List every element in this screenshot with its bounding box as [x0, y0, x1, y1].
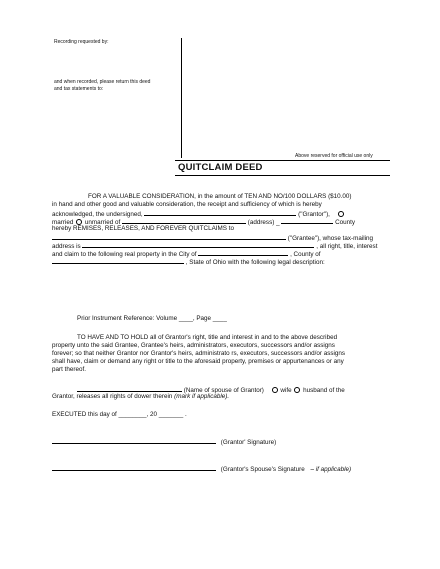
quitclaim-line: hereby REMISES, RELEASES, AND FOREVER QUITCLAIMS to: [52, 225, 234, 232]
spouse-signature-label: (Grantor's Spouse's Signature: [220, 466, 305, 473]
grantor-signature-field[interactable]: [52, 437, 216, 444]
spouse-if-applicable-text: – if applicable): [310, 466, 352, 473]
spouse-name-label: (Name of spouse of Grantor): [183, 387, 264, 394]
habendum-line-3: forever; so that neither Grantor nor Grantor's heirs, administrato rs, executors, successors and/or assigns: [52, 350, 346, 357]
husband-text: husband of the: [303, 387, 345, 394]
acknowledged-text: acknowledged, the undersigned,: [52, 211, 143, 218]
property-county-field[interactable]: [52, 257, 184, 264]
dower-text: Grantor, releases all rights of dower therein: [52, 393, 173, 400]
unmarried-text: unmarried of: [84, 219, 121, 226]
grantor-county-field[interactable]: [281, 217, 333, 224]
grantor-label: ("Grantor"),: [298, 211, 330, 218]
return-deed-label-line2: and tax statements to:: [54, 86, 104, 92]
header-divider-vertical: [181, 38, 182, 158]
address-label: (address) _: [247, 219, 280, 226]
property-city-text: and claim to the following real property in the City of: [52, 251, 197, 258]
recording-requested-label: Recording requested by:: [54, 39, 109, 45]
husband-circle-icon[interactable]: [294, 387, 300, 393]
grantor-signature-line: [52, 437, 276, 446]
header-divider-top: [175, 160, 390, 161]
grantor-signature-label: (Grantor' Signature): [220, 439, 277, 446]
rights-text: , all right, title, interest: [316, 243, 378, 250]
return-deed-label-line1: and when recorded, please return this deed: [54, 79, 151, 85]
grantee-label: ("Grantee"), whose tax-mailing: [287, 235, 374, 242]
grantee-mailing-address-field[interactable]: [82, 241, 314, 248]
habendum-line-2: property unto the said Grantee, Grantee's heirs, administrators, executors, successors and/or assigns: [52, 342, 335, 349]
habendum-line-1: TO HAVE AND TO HOLD all of Grantor's right, title and interest in and to the above described: [77, 334, 338, 341]
official-use-label: Above reserved for official use only: [295, 153, 373, 159]
wife-text: wife: [280, 387, 292, 394]
mark-if-applicable-text: (mark if applicable).: [174, 393, 230, 400]
spouse-name-field[interactable]: [77, 385, 182, 392]
habendum-line-4: shall have, claim or demand any right or title to the aforesaid property, premises or appurtenances or any: [52, 358, 344, 365]
document-title: QUITCLAIM DEED: [178, 162, 263, 173]
prior-instrument-reference: Prior Instrument Reference: Volume ____, Page ____: [77, 315, 227, 322]
dower-line: [52, 393, 229, 400]
habendum-line-5: part thereof.: [52, 366, 86, 373]
state-text: , State of Ohio with the following legal description:: [185, 259, 325, 266]
spouse-signature-field[interactable]: [52, 464, 216, 471]
married-text: married: [52, 219, 74, 226]
grantor-address-field[interactable]: [122, 217, 246, 224]
county-of-text: , County of: [290, 251, 321, 258]
county-label: County: [335, 219, 356, 226]
executed-line: EXECUTED this day of ________, 20 _______ .: [52, 411, 187, 418]
legal-description-line: [52, 257, 325, 266]
spouse-signature-line: [52, 464, 351, 473]
address-is-text: address is: [52, 243, 81, 250]
consideration-line-2: in hand and other good and valuable consideration, the receipt and sufficiency of which is hereby: [52, 201, 322, 208]
grantee-name-field[interactable]: [52, 233, 286, 240]
consideration-line-1: FOR A VALUABLE CONSIDERATION, in the amount of TEN AND NO/100 DOLLARS ($10.00): [88, 193, 352, 200]
grantor-name-field[interactable]: [144, 209, 296, 216]
header-divider-bottom: [175, 175, 390, 176]
wife-circle-icon[interactable]: [272, 387, 278, 393]
property-city-field[interactable]: [198, 249, 288, 256]
